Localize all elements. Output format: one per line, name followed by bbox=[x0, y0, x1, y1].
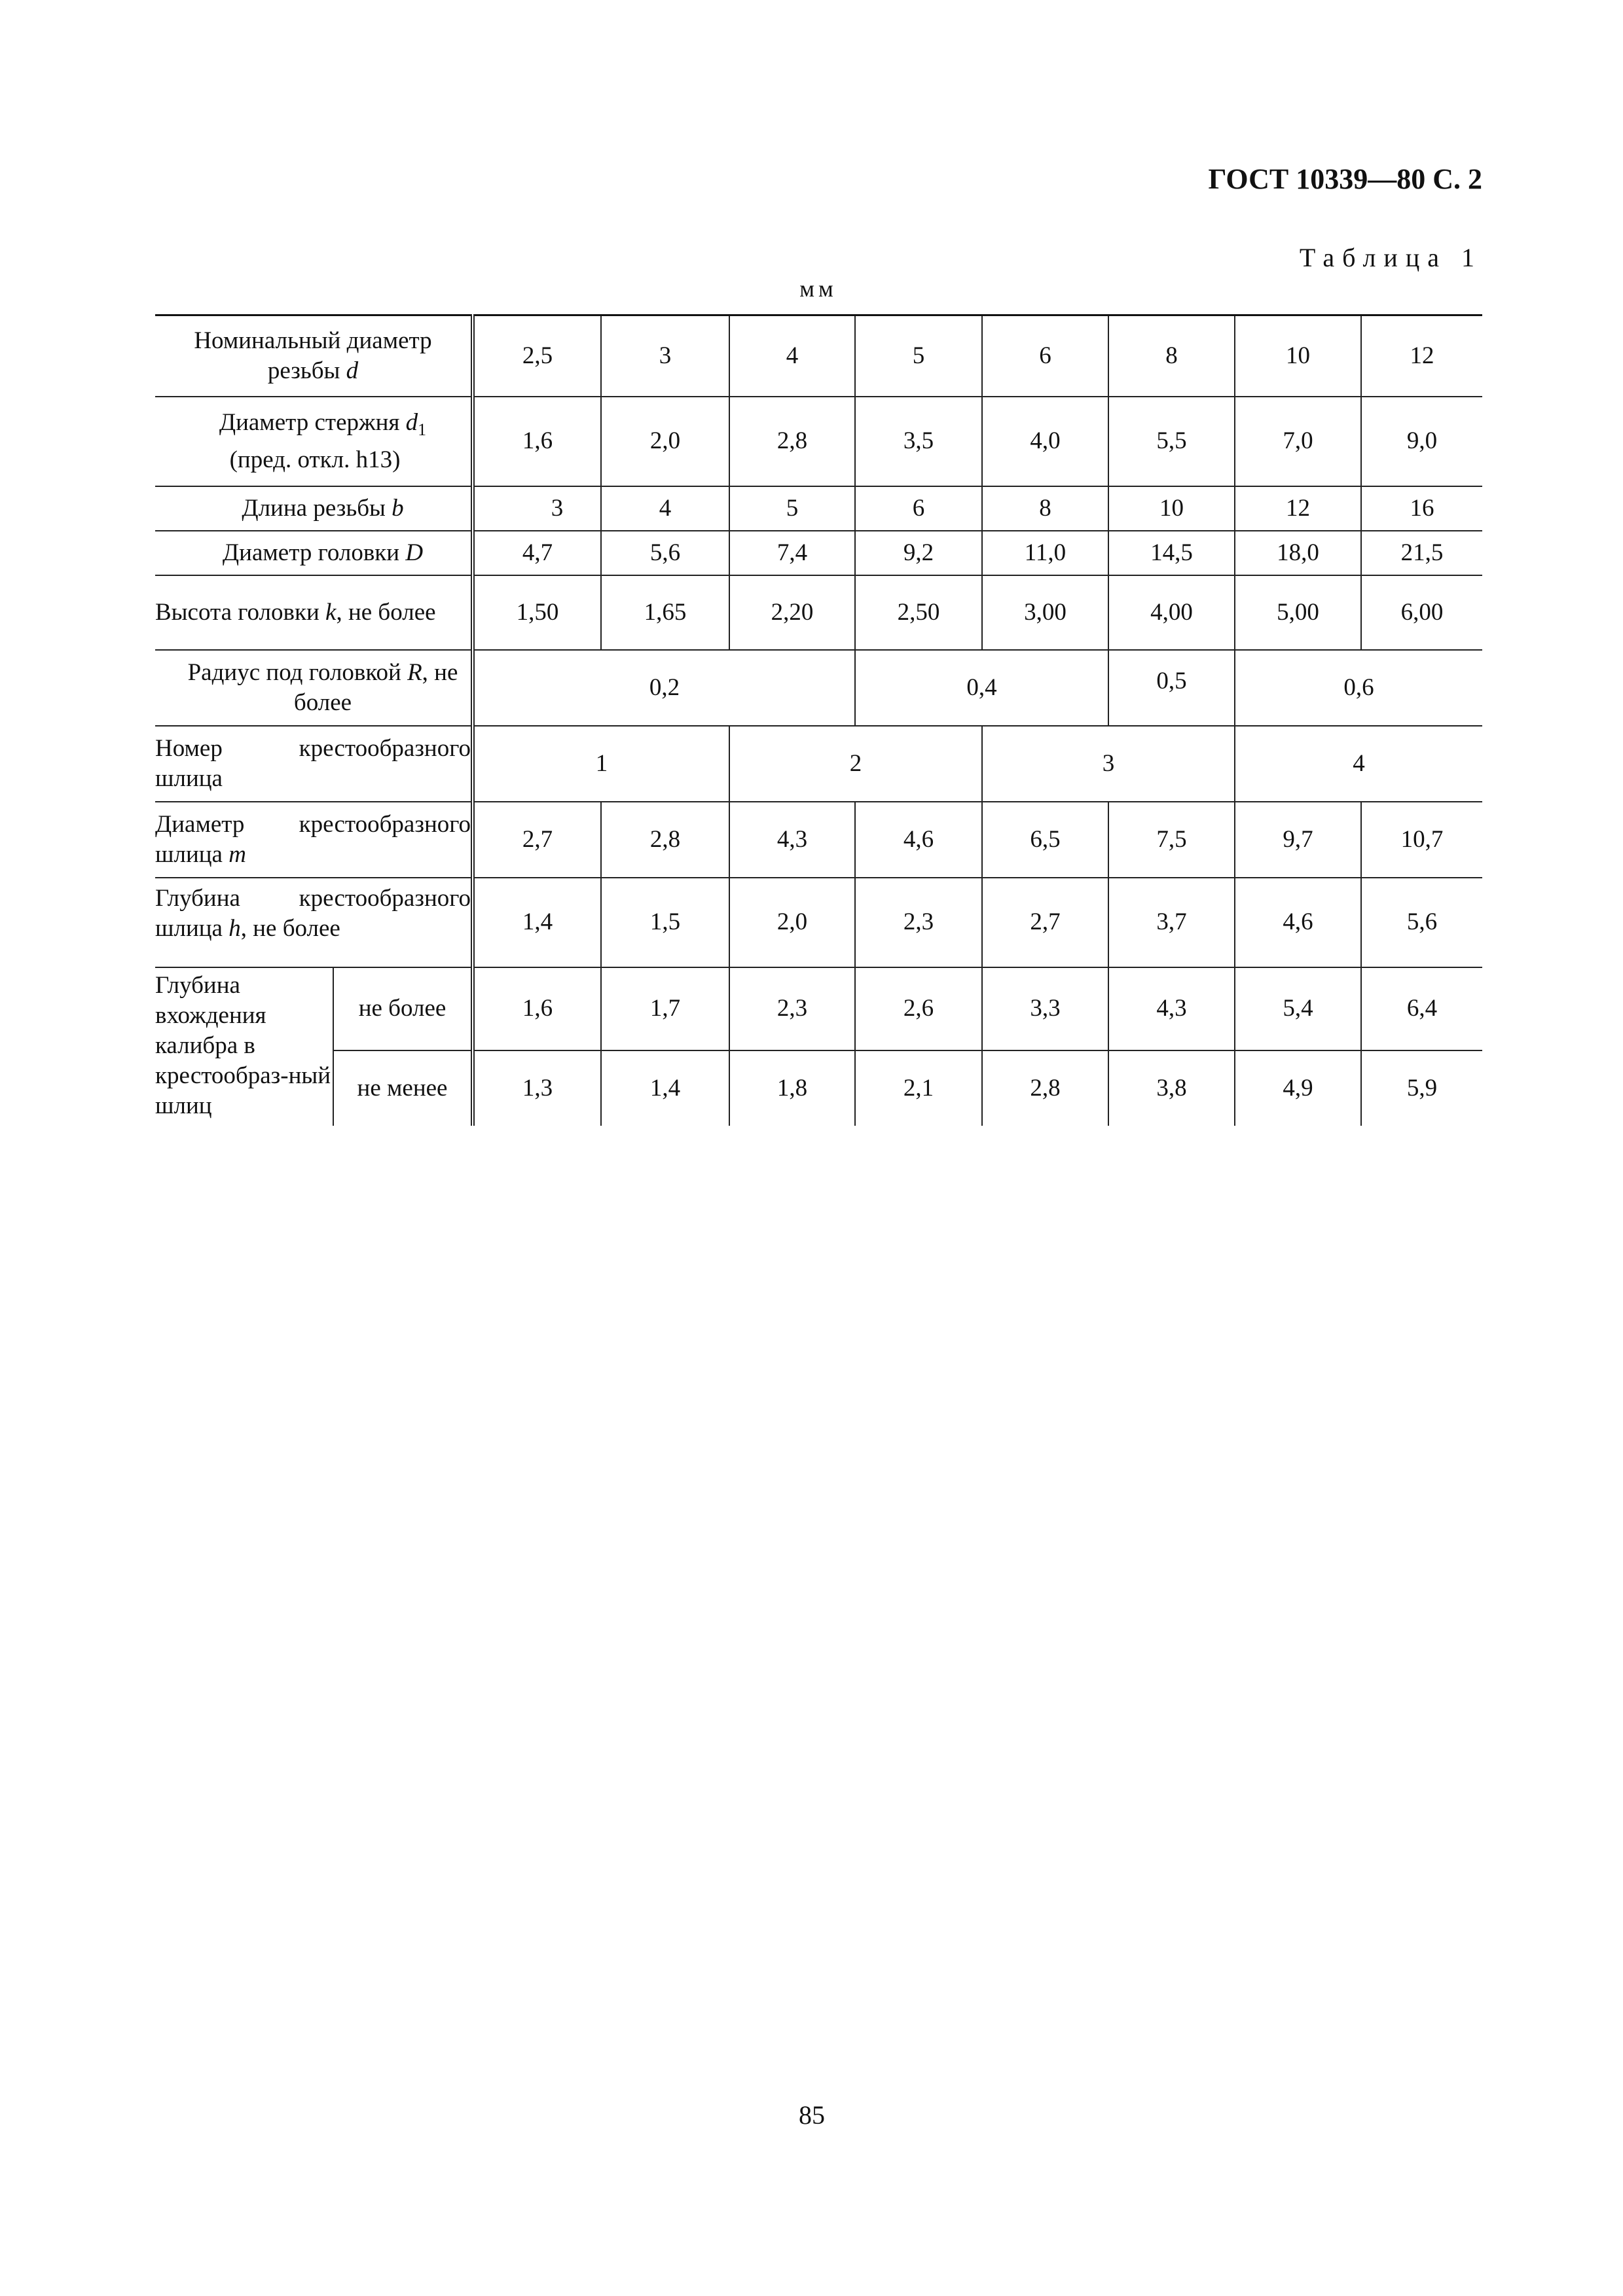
table-cell: 6,4 bbox=[1361, 967, 1482, 1050]
table-cell: 9,2 bbox=[855, 531, 982, 575]
table-cell: 7,0 bbox=[1235, 397, 1361, 486]
table-cell: 2,3 bbox=[729, 967, 855, 1050]
row-label: Диаметр стержня $d_1$ (пред. откл. h13) bbox=[155, 397, 473, 486]
table-cell: 1,4 bbox=[601, 1050, 729, 1126]
row-nominal-diameter bbox=[155, 315, 1482, 397]
table-cell: 2,5 bbox=[473, 315, 601, 397]
table-cell: 1,50 bbox=[473, 575, 601, 650]
table-cell: 3,00 bbox=[982, 575, 1108, 650]
table-cell: 3,5 bbox=[855, 397, 982, 486]
table-cell: 4,6 bbox=[1235, 878, 1361, 967]
table-cell: 16 bbox=[1361, 486, 1482, 531]
table-cell: 4,3 bbox=[1108, 967, 1235, 1050]
row-sublabel: не менее bbox=[333, 1050, 473, 1126]
table-cell: 7,4 bbox=[729, 531, 855, 575]
table-cell: 3 bbox=[473, 486, 601, 531]
table-cell: 8 bbox=[982, 486, 1108, 531]
table-cell: 4,0 bbox=[982, 397, 1108, 486]
table-cell: 1,65 bbox=[601, 575, 729, 650]
table-cell: 6 bbox=[982, 315, 1108, 397]
table-cell: 1,4 bbox=[473, 878, 601, 967]
row-gauge-max bbox=[155, 967, 1482, 1050]
table-cell: 2,7 bbox=[982, 878, 1108, 967]
table-cell: 2,0 bbox=[729, 878, 855, 967]
table-cell: 2,8 bbox=[982, 1050, 1108, 1126]
table-cell: 9,0 bbox=[1361, 397, 1482, 486]
table-cell: 5,4 bbox=[1235, 967, 1361, 1050]
table-cell: 2,0 bbox=[601, 397, 729, 486]
units-label: мм bbox=[799, 276, 837, 302]
table-cell: 4 bbox=[729, 315, 855, 397]
row-under-head-radius bbox=[155, 650, 1482, 726]
table-cell: 0,6 bbox=[1235, 650, 1482, 726]
table-cell: 2,1 bbox=[855, 1050, 982, 1126]
row-recess-depth bbox=[155, 878, 1482, 967]
table-cell: 1,8 bbox=[729, 1050, 855, 1126]
table-cell: 2,8 bbox=[601, 802, 729, 878]
table-cell: 14,5 bbox=[1108, 531, 1235, 575]
row-label: Глубина крестообразного шлица h, не более bbox=[155, 878, 473, 967]
table-cell: 1,5 bbox=[601, 878, 729, 967]
table-cell: 5,6 bbox=[601, 531, 729, 575]
row-recess-diameter bbox=[155, 802, 1482, 878]
table-cell: 6 bbox=[855, 486, 982, 531]
row-sublabel: не более bbox=[333, 967, 473, 1050]
table-cell: 10 bbox=[1108, 486, 1235, 531]
table-cell: 8 bbox=[1108, 315, 1235, 397]
document-code: ГОСТ 10339—80 С. 2 bbox=[1208, 163, 1482, 195]
table-cell: 4,7 bbox=[473, 531, 601, 575]
table-cell: 18,0 bbox=[1235, 531, 1361, 575]
row-label: Номинальный диаметр резьбы d bbox=[155, 315, 473, 397]
table-cell: 0,4 bbox=[855, 650, 1108, 726]
row-gauge-min bbox=[155, 1050, 1482, 1126]
table-cell: 10,7 bbox=[1361, 802, 1482, 878]
table-cell: 2,20 bbox=[729, 575, 855, 650]
table-cell: 1,6 bbox=[473, 967, 601, 1050]
table-cell: 4 bbox=[1235, 726, 1482, 802]
row-thread-length bbox=[155, 486, 1482, 531]
table-cell: 3 bbox=[982, 726, 1235, 802]
table-cell: 3,7 bbox=[1108, 878, 1235, 967]
table-cell: 10 bbox=[1235, 315, 1361, 397]
row-label: Высота головки k, не более bbox=[155, 575, 473, 650]
table-cell: 5 bbox=[729, 486, 855, 531]
table-cell: 5,5 bbox=[1108, 397, 1235, 486]
table-cell: 2 bbox=[729, 726, 982, 802]
table-cell: 2,7 bbox=[473, 802, 601, 878]
table-cell: 1 bbox=[473, 726, 729, 802]
row-label: Номер крестообразного шлица bbox=[155, 726, 473, 802]
table-cell: 5,9 bbox=[1361, 1050, 1482, 1126]
table-cell: 12 bbox=[1361, 315, 1482, 397]
table-cell: 2,3 bbox=[855, 878, 982, 967]
table-cell: 4,6 bbox=[855, 802, 982, 878]
row-label: Длина резьбы b bbox=[155, 486, 473, 531]
table-cell: 3,8 bbox=[1108, 1050, 1235, 1126]
table-cell: 6,5 bbox=[982, 802, 1108, 878]
table-cell: 4,00 bbox=[1108, 575, 1235, 650]
row-label: Глубина вхождения калибра в крестообраз-ный шлиц bbox=[155, 967, 333, 1126]
row-head-height bbox=[155, 575, 1482, 650]
table-cell: 5 bbox=[855, 315, 982, 397]
table-cell: 2,50 bbox=[855, 575, 982, 650]
row-recess-number bbox=[155, 726, 1482, 802]
row-label: Радиус под головкой R, не более bbox=[155, 650, 473, 726]
table-cell: 5,00 bbox=[1235, 575, 1361, 650]
row-rod-diameter bbox=[155, 397, 1482, 486]
table-cell: 1,6 bbox=[473, 397, 601, 486]
table-cell: 0,2 bbox=[473, 650, 855, 726]
table-cell: 2,6 bbox=[855, 967, 982, 1050]
row-label: Диаметр головки D bbox=[155, 531, 473, 575]
table-cell: 4,9 bbox=[1235, 1050, 1361, 1126]
table-cell: 2,8 bbox=[729, 397, 855, 486]
table-cell: 4 bbox=[601, 486, 729, 531]
table-cell: 0,5 bbox=[1108, 650, 1235, 726]
table-cell: 6,00 bbox=[1361, 575, 1482, 650]
table-cell: 7,5 bbox=[1108, 802, 1235, 878]
table-cell: 1,3 bbox=[473, 1050, 601, 1126]
spec-table bbox=[155, 314, 1482, 1126]
row-head-diameter bbox=[155, 531, 1482, 575]
table-cell: 9,7 bbox=[1235, 802, 1361, 878]
table-cell: 1,7 bbox=[601, 967, 729, 1050]
table-cell: 5,6 bbox=[1361, 878, 1482, 967]
row-label: Диаметр крестообразного шлица m bbox=[155, 802, 473, 878]
page-number: 85 bbox=[799, 2100, 825, 2130]
table-cell: 3 bbox=[601, 315, 729, 397]
table-cell: 3,3 bbox=[982, 967, 1108, 1050]
table-cell: 4,3 bbox=[729, 802, 855, 878]
table-cell: 12 bbox=[1235, 486, 1361, 531]
table-cell: 11,0 bbox=[982, 531, 1108, 575]
table-label: Таблица 1 bbox=[1299, 243, 1482, 272]
table-cell: 21,5 bbox=[1361, 531, 1482, 575]
